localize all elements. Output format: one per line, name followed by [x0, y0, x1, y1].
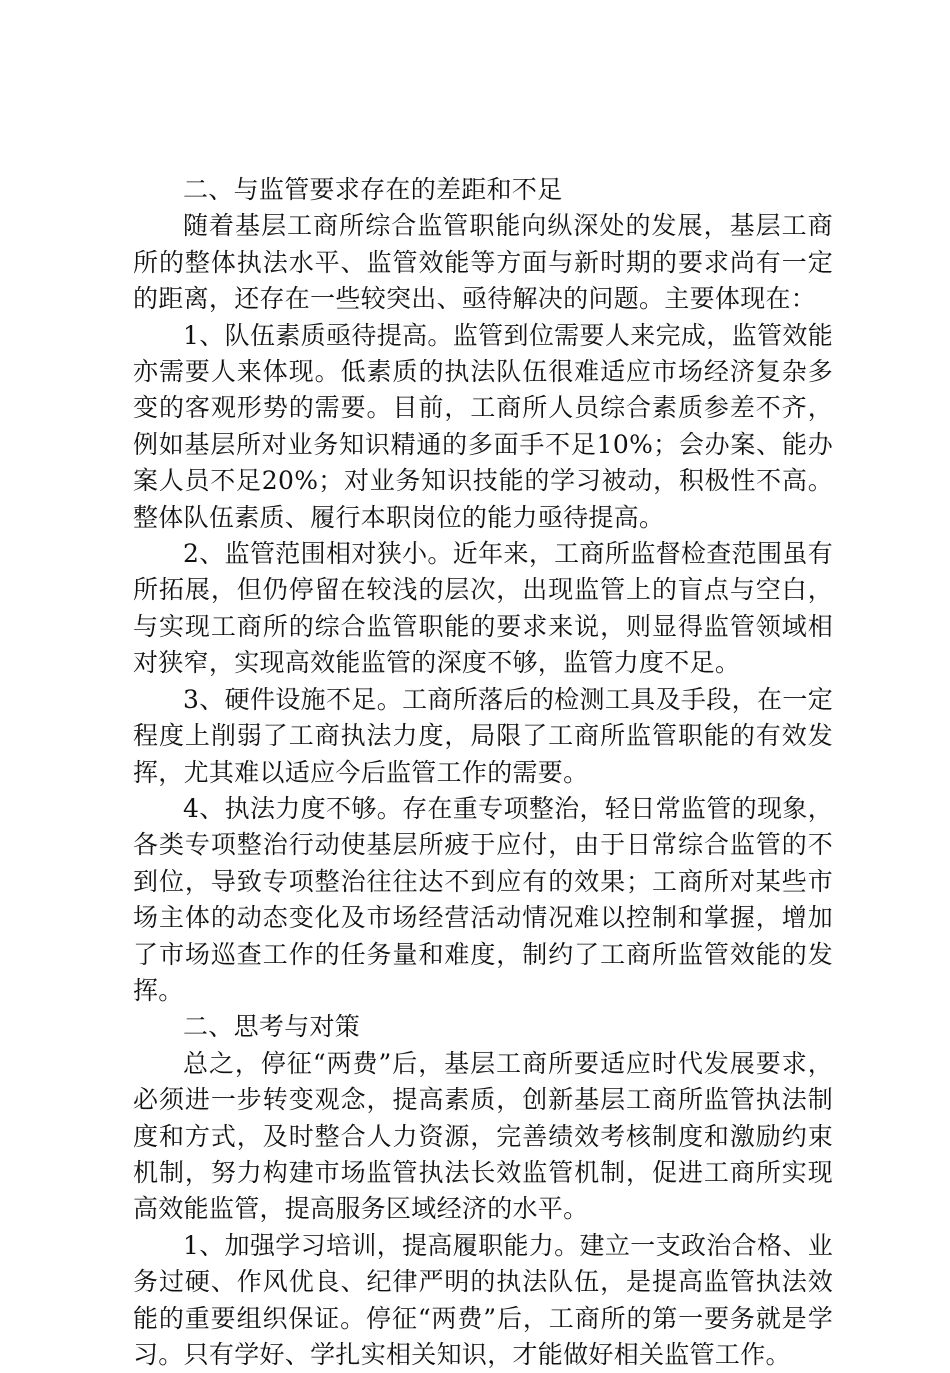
paragraph-team-quality: 1、队伍素质亟待提高。监管到位需要人来完成，监管效能亦需要人来体现。低素质的执法队伍很难适应市场经济复杂多变的客观形势的需要。目前，工商所人员综合素质参差不齐，例如基层所对业务知识精通的多面手不足10%；会办案、能办案人员不足20%；对业务知识技能的学习被动，积极性不高。整体队伍素质、履行本职岗位的能力亟待提高。	[133, 320, 833, 532]
paragraph-scope: 2、监管范围相对狭小。近年来，工商所监督检查范围虽有所拓展，但仍停留在较浅的层次，出现监管上的盲点与空白，与实现工商所的综合监管职能的要求来说，则显得监管领域相对狭窄，实现高效能监管的深度不够，监管力度不足。	[133, 539, 833, 678]
paragraph-intro: 随着基层工商所综合监管职能向纵深处的发展，基层工商所的整体执法水平、监管效能等方面与新时期的要求尚有一定的距离，还存在一些较突出、亟待解决的问题。主要体现在：	[133, 211, 833, 314]
document-body	[133, 172, 833, 1373]
section-heading-gaps: 二、与监管要求存在的差距和不足	[183, 175, 563, 204]
paragraph-summary: 总之，停征“两费”后，基层工商所要适应时代发展要求，必须进一步转变观念，提高素质，创新基层工商所监管执法制度和方式，及时整合人力资源，完善绩效考核制度和激励约束机制，努力构建市场监管执法长效监管机制，促进工商所实现高效能监管，提高服务区域经济的水平。	[133, 1048, 833, 1224]
paragraph-enforcement: 4、执法力度不够。存在重专项整治，轻日常监管的现象，各类专项整治行动使基层所疲于应付，由于日常综合监管的不到位，导致专项整治往往达不到应有的效果；工商所对某些市场主体的动态变化及市场经营活动情况难以控制和掌握，增加了市场巡查工作的任务量和难度，制约了工商所监管效能的发挥。	[133, 793, 833, 1005]
paragraph-training: 1、加强学习培训，提高履职能力。建立一支政治合格、业务过硬、作风优良、纪律严明的执法队伍，是提高监管执法效能的重要组织保证。停征“两费”后，工商所的第一要务就是学习。只有学好、学扎实相关知识，才能做好相关监管工作。	[133, 1230, 833, 1369]
paragraph-facilities: 3、硬件设施不足。工商所落后的检测工具及手段，在一定程度上削弱了工商执法力度，局限了工商所监管职能的有效发挥，尤其难以适应今后监管工作的需要。	[133, 684, 833, 787]
section-heading-countermeasures: 二、思考与对策	[183, 1012, 361, 1042]
